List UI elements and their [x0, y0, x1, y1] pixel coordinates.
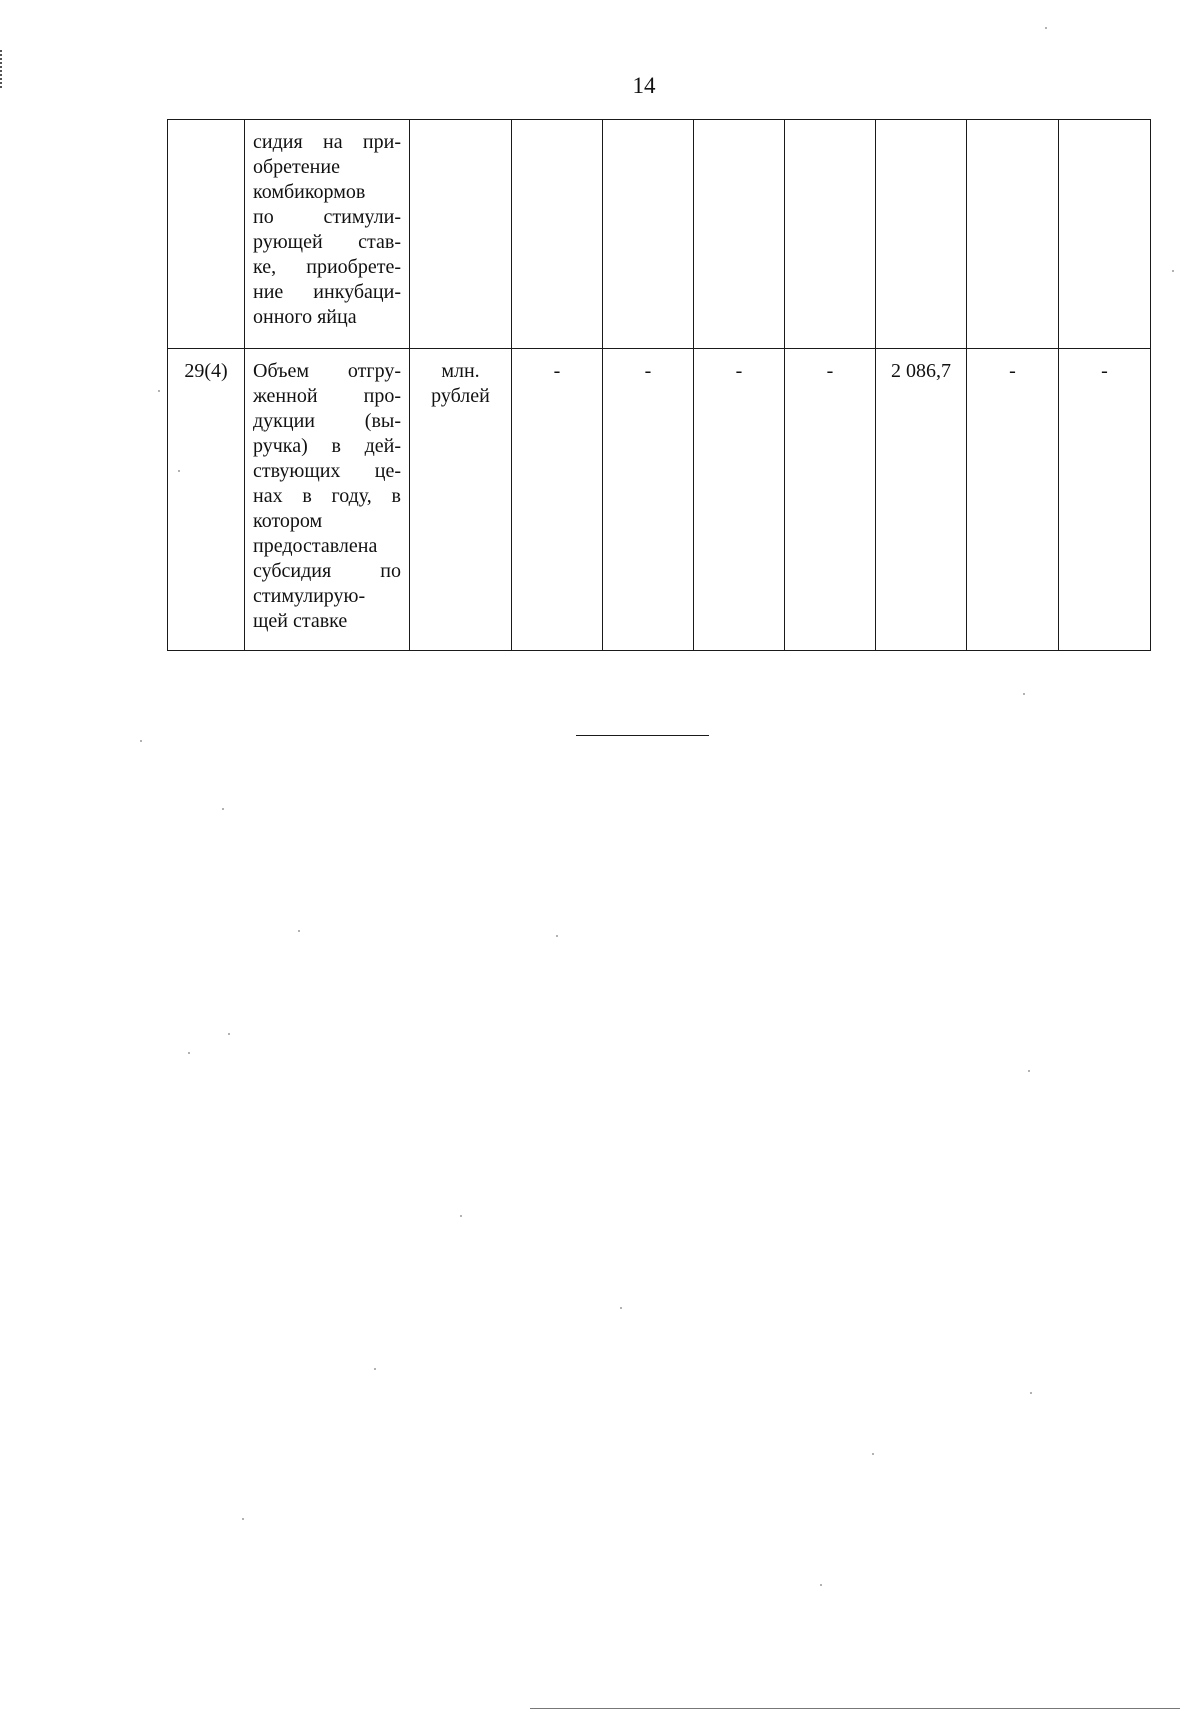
scan-speck	[1028, 1070, 1030, 1072]
description-line: субсидия по	[253, 560, 401, 582]
unit-line: рублей	[431, 385, 490, 407]
description-line: женной про-	[253, 385, 401, 407]
scan-speck	[1172, 270, 1174, 272]
description-line: ствующих це-	[253, 460, 401, 482]
description-line: нах в году, в	[253, 485, 401, 507]
value-cell: -	[1059, 349, 1151, 651]
scan-speck	[620, 1307, 622, 1309]
value-cell	[512, 120, 603, 349]
scan-bottom-edge	[530, 1708, 1180, 1709]
scan-speck	[228, 1033, 230, 1035]
indicator-description-cell	[245, 349, 410, 651]
unit-cell	[410, 120, 512, 349]
value-cell: -	[785, 349, 876, 651]
indicator-table	[167, 119, 1151, 651]
scan-speck	[1030, 1392, 1032, 1394]
description-line: онного яйца	[253, 306, 357, 328]
scan-speck	[374, 1368, 376, 1370]
value-cell	[967, 120, 1059, 349]
description-line: ние инкубаци-	[253, 281, 401, 303]
description-line: сидия на при-	[253, 131, 401, 153]
description-line: ке, приобрете-	[253, 256, 401, 278]
row-number-cell: 29(4)	[168, 349, 245, 651]
value-cell	[876, 120, 967, 349]
scan-speck	[242, 1518, 244, 1520]
scan-speck	[188, 1052, 190, 1054]
scan-speck	[298, 930, 300, 932]
scan-speck	[178, 470, 180, 472]
description-line: комбикормов	[253, 181, 366, 203]
scan-speck	[1023, 693, 1025, 695]
indicator-description-cell	[245, 120, 410, 349]
value-cell: 2 086,7	[876, 349, 967, 651]
description-line: щей ставке	[253, 610, 348, 632]
scan-speck	[460, 1215, 462, 1217]
end-separator-line	[576, 735, 709, 736]
description-line: стимулирую-	[253, 585, 366, 607]
scan-speck	[556, 935, 558, 937]
unit-line: млн.	[441, 360, 480, 382]
scan-speck	[158, 390, 160, 392]
value-cell	[1059, 120, 1151, 349]
row-number-cell	[168, 120, 245, 349]
value-cell	[785, 120, 876, 349]
description-line: дукции (вы-	[253, 410, 401, 432]
page-number: 14	[632, 73, 656, 98]
table-row-continuation	[168, 120, 1151, 349]
value-cell: -	[603, 349, 694, 651]
scan-speck	[1045, 27, 1047, 29]
scan-speck	[872, 1453, 874, 1455]
scan-speck	[820, 1584, 822, 1586]
description-line: рующей став-	[253, 231, 401, 253]
description-line: предоставлена	[253, 535, 378, 557]
value-cell	[603, 120, 694, 349]
value-cell: -	[694, 349, 785, 651]
value-cell	[694, 120, 785, 349]
value-cell: -	[512, 349, 603, 651]
table-row-29-4	[168, 349, 1151, 651]
description-line: по стимули-	[253, 206, 401, 228]
scan-speck	[140, 740, 142, 742]
unit-cell	[410, 349, 512, 651]
value-cell: -	[967, 349, 1059, 651]
description-line: котором	[253, 510, 323, 532]
description-line: обретение	[253, 156, 340, 178]
description-line: ручка) в дей-	[253, 435, 401, 457]
scan-speck	[222, 808, 224, 810]
description-line: Объем отгру-	[253, 360, 401, 382]
